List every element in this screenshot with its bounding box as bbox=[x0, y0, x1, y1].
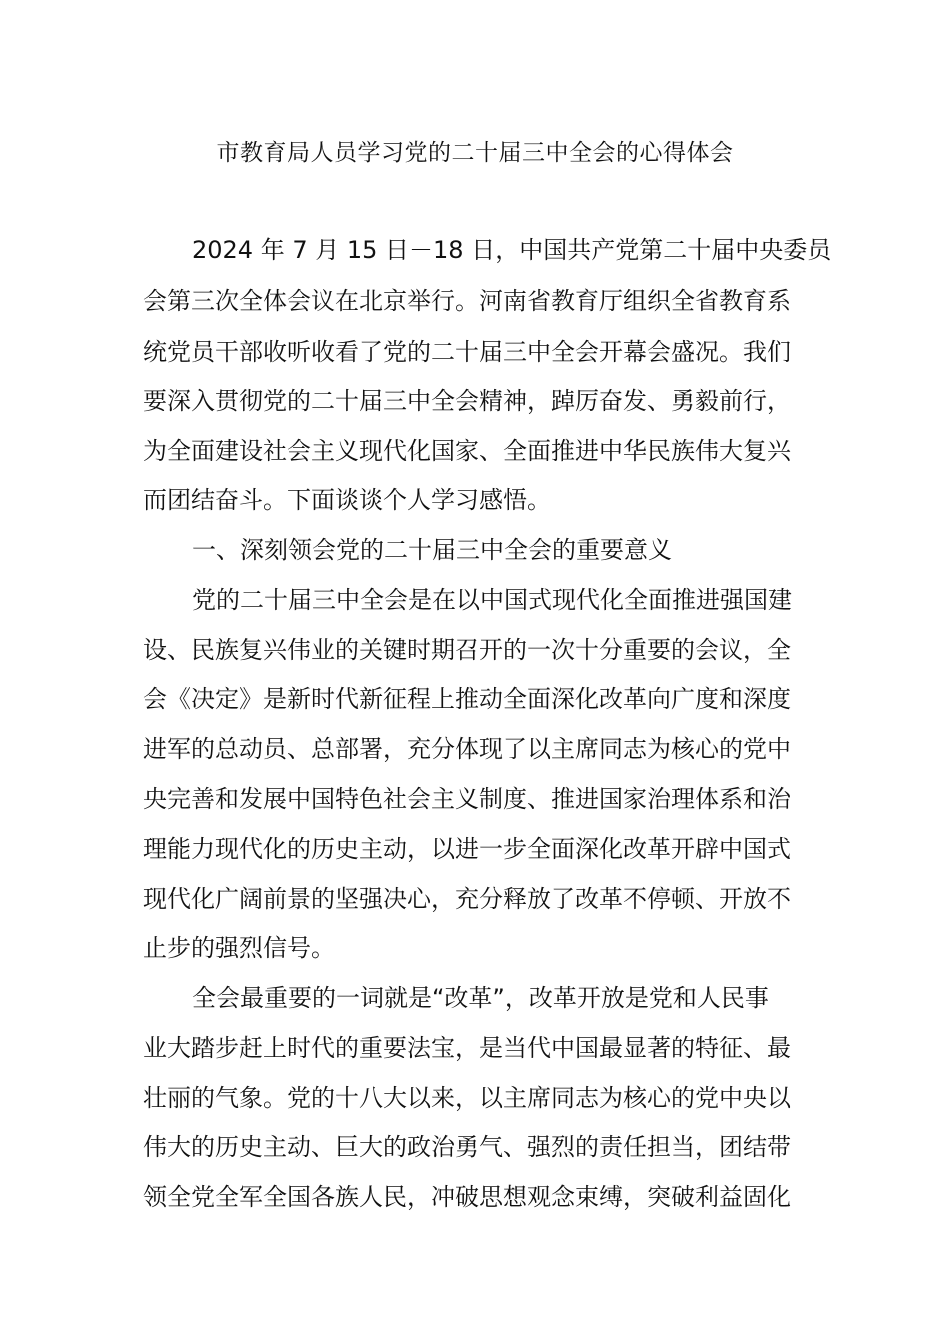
paragraph-3-line: 业大踏步赶上时代的重要法宝，是当代中国最显著的特征、最 bbox=[143, 1034, 791, 1062]
paragraph-3-line: 全会最重要的一词就是“改革”，改革开放是党和人民事 bbox=[192, 984, 769, 1012]
paragraph-1-line: 统党员干部收听收看了党的二十届三中全会开幕会盛况。我们 bbox=[143, 338, 791, 366]
paragraph-1-line: 而团结奋斗。下面谈谈个人学习感悟。 bbox=[143, 486, 551, 514]
paragraph-2-line: 止步的强烈信号。 bbox=[143, 934, 335, 962]
paragraph-1-line: 会第三次全体会议在北京举行。河南省教育厅组织全省教育系 bbox=[143, 287, 791, 315]
paragraph-2-line: 党的二十届三中全会是在以中国式现代化全面推进强国建 bbox=[192, 586, 792, 614]
paragraph-3-line: 领全党全军全国各族人民，冲破思想观念束缚，突破利益固化 bbox=[143, 1183, 791, 1211]
paragraph-2-line: 理能力现代化的历史主动，以进一步全面深化改革开辟中国式 bbox=[143, 835, 791, 863]
paragraph-1-line: 要深入贯彻党的二十届三中全会精神，踔厉奋发、勇毅前行， bbox=[143, 387, 791, 415]
paragraph-1-line: 2024 年 7 月 15 日－18 日，中国共产党第二十届中央委员 bbox=[192, 236, 832, 264]
paragraph-2-line: 进军的总动员、总部署，充分体现了以主席同志为核心的党中 bbox=[143, 735, 791, 763]
paragraph-3-line: 伟大的历史主动、巨大的政治勇气、强烈的责任担当，团结带 bbox=[143, 1133, 791, 1161]
paragraph-3-line: 壮丽的气象。党的十八大以来，以主席同志为核心的党中央以 bbox=[143, 1084, 791, 1112]
paragraph-2-line: 央完善和发展中国特色社会主义制度、推进国家治理体系和治 bbox=[143, 785, 791, 813]
paragraph-2-line: 会《决定》是新时代新征程上推动全面深化改革向广度和深度 bbox=[143, 685, 791, 713]
document-title: 市教育局人员学习党的二十届三中全会的心得体会 bbox=[216, 140, 734, 166]
paragraph-1-line: 为全面建设社会主义现代化国家、全面推进中华民族伟大复兴 bbox=[143, 437, 791, 465]
paragraph-2-line: 设、民族复兴伟业的关键时期召开的一次十分重要的会议，全 bbox=[143, 636, 791, 664]
paragraph-2-line: 现代化广阔前景的坚强决心，充分释放了改革不停顿、开放不 bbox=[143, 885, 791, 913]
section-heading: 一、深刻领会党的二十届三中全会的重要意义 bbox=[192, 536, 672, 564]
